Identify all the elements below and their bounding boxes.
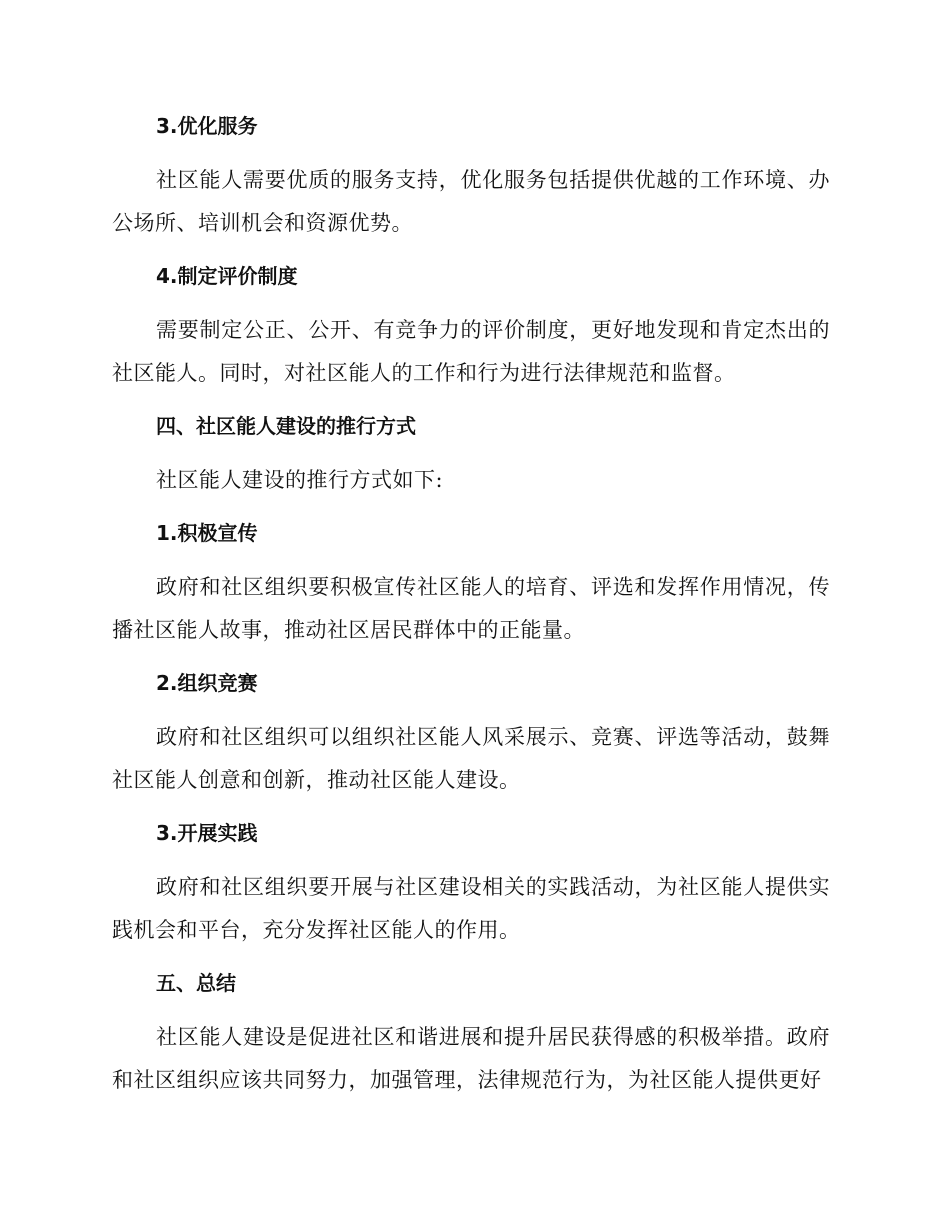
section-heading-practice: 3.开展实践 (156, 821, 258, 845)
section-heading-implementation-methods: 四、社区能人建设的推行方式 (156, 414, 416, 438)
paragraph-optimize-service: 社区能人需要优质的服务支持，优化服务包括提供优越的工作环境、办公场所、培训机会和资源优势。 (112, 168, 830, 235)
section-heading-optimize-service: 3.优化服务 (156, 114, 258, 138)
paragraph-implementation-intro: 社区能人建设的推行方式如下: (156, 468, 444, 492)
paragraph-evaluation-system: 需要制定公正、公开、有竞争力的评价制度，更好地发现和肯定杰出的社区能人。同时，对社区能人的工作和行为进行法律规范和监督。 (112, 318, 830, 385)
section-heading-evaluation-system: 4.制定评价制度 (156, 264, 298, 288)
section-heading-summary: 五、总结 (156, 971, 236, 995)
section-heading-publicity: 1.积极宣传 (156, 521, 258, 545)
paragraph-practice: 政府和社区组织要开展与社区建设相关的实践活动，为社区能人提供实践机会和平台，充分发挥社区能人的作用。 (112, 875, 830, 942)
section-heading-competition: 2.组织竞赛 (156, 671, 258, 695)
document-body (112, 106, 830, 1113)
paragraph-competition: 政府和社区组织可以组织社区能人风采展示、竞赛、评选等活动，鼓舞社区能人创意和创新，推动社区能人建设。 (112, 725, 830, 792)
paragraph-summary: 社区能人建设是促进社区和谐进展和提升居民获得感的积极举措。政府和社区组织应该共同努力，加强管理，法律规范行为，为社区能人提供更好 (112, 1025, 830, 1092)
paragraph-publicity: 政府和社区组织要积极宣传社区能人的培育、评选和发挥作用情况，传播社区能人故事，推动社区居民群体中的正能量。 (112, 575, 830, 642)
